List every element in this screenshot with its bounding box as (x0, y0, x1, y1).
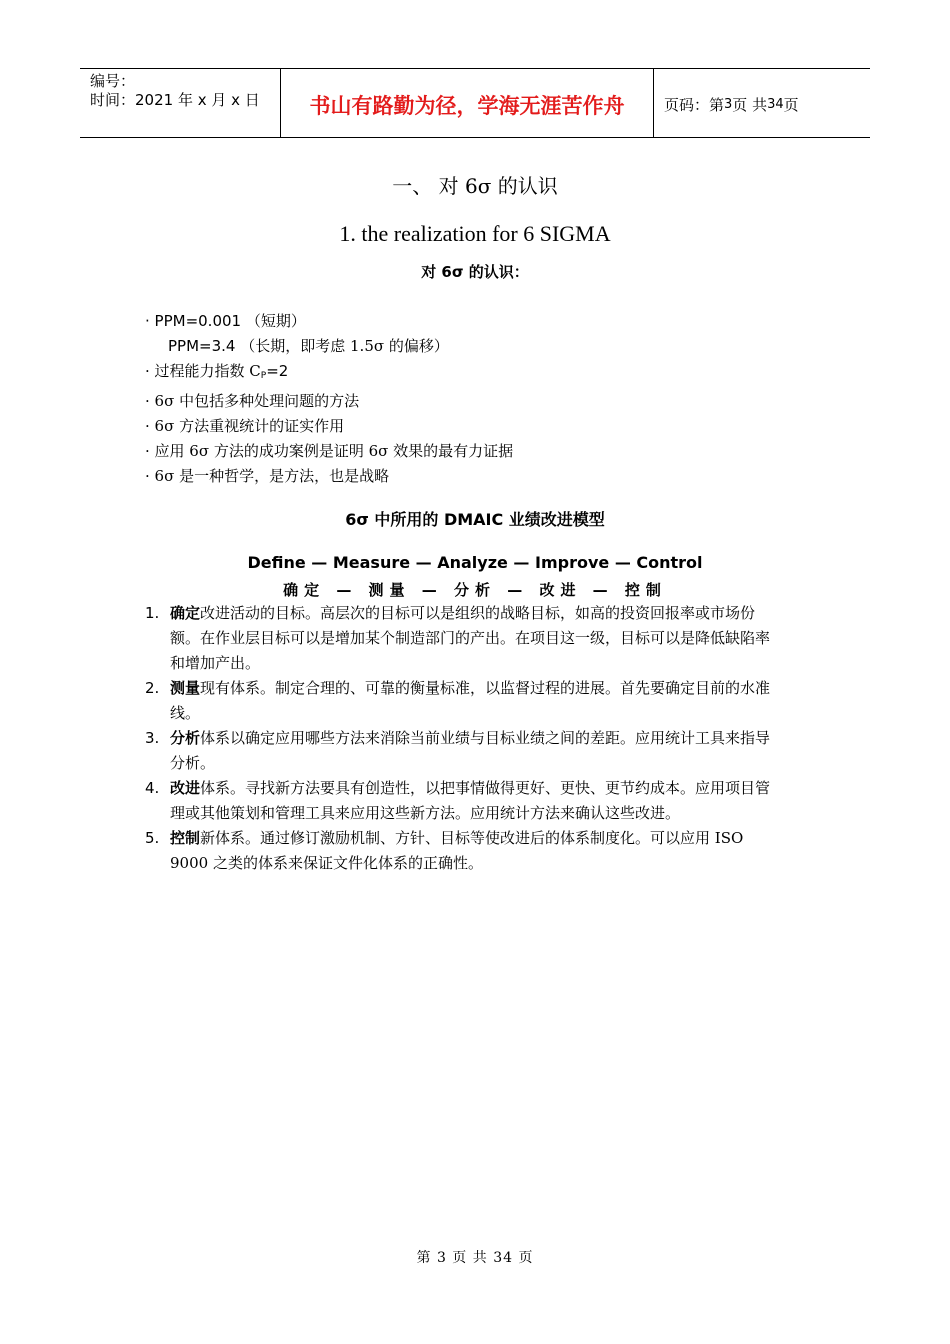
step-item (145, 776, 777, 826)
document-date: 时间：2021 年 x 月 x 日 (90, 91, 260, 109)
step-text: 改进活动的目标。高层次的目标可以是组织的战略目标，如高的投资回报率或市场份额。在作业层目标可以是增加某个制造部门的产出。在项目这一级，目标可以是降低缺陷率和增加产出。 (170, 604, 771, 672)
step-item (145, 601, 777, 676)
step-text: 体系以确定应用哪些方法来消除当前业绩与目标业绩之间的差距。应用统计工具来指导分析。 (170, 729, 771, 772)
document-number-label: 编号： (90, 72, 136, 90)
list-item: · 6σ 是一种哲学，是方法，也是战略 (145, 467, 390, 485)
page-header (80, 68, 870, 138)
model-title: 6σ 中所用的 DMAIC 业绩改进模型 (345, 510, 605, 529)
step-number: 3. (145, 729, 160, 747)
list-item: · 6σ 方法重视统计的证实作用 (145, 417, 345, 435)
step-text: 体系。寻找新方法要具有创造性，以把事情做得更好、更快、更节约成本。应用项目管理或其他策划和管理工具来应用这些新方法。应用统计方法来确认这些改进。 (170, 779, 771, 822)
step-keyword: 改进 (170, 779, 201, 797)
step-keyword: 确定 (170, 604, 201, 622)
list-item (145, 309, 785, 334)
ppm-short-note: （短期） (245, 312, 306, 330)
bullet-list (145, 309, 785, 489)
header-meta (80, 69, 281, 137)
page-suffix: 页 (783, 95, 799, 114)
page-prefix: 页码：第 (664, 95, 725, 114)
list-item: · 应用 6σ 方法的成功案例是证明 6σ 效果的最有力证据 (145, 442, 514, 460)
cp-subscript: P (260, 371, 267, 381)
step-keyword: 控制 (170, 829, 201, 847)
header-motto: 书山有路勤为径，学海无涯苦作舟 (281, 69, 654, 137)
step-keyword: 测量 (170, 679, 201, 697)
step-text: 现有体系。制定合理的、可靠的衡量标准，以监督过程的进展。首先要确定目前的水准线。 (170, 679, 771, 722)
step-item (145, 826, 777, 876)
step-number: 2. (145, 679, 160, 697)
page-total: 34 (767, 96, 784, 112)
step-item (145, 726, 777, 776)
list-item (145, 359, 785, 389)
step-text: 新体系。通过修订激励机制、方针、目标等使改进后的体系制度化。可以应用 ISO 9000 之类的体系来保证文件化体系的正确性。 (170, 829, 744, 872)
list-item (145, 334, 785, 359)
ppm-long-note: （长期，即考虑 1.5σ 的偏移） (240, 337, 449, 355)
step-number: 5. (145, 829, 160, 847)
section-heading-en: 1. the realization for 6 SIGMA (339, 221, 611, 246)
step-number: 1. (145, 604, 160, 622)
step-item (145, 676, 777, 726)
page-mid: 页 共 (732, 95, 768, 114)
model-english: Define — Measure — Analyze — Improve — Control (247, 553, 703, 572)
cp-prefix: · 过程能力指数 C (145, 362, 261, 380)
header-page-info (654, 69, 870, 137)
step-number: 4. (145, 779, 160, 797)
section-subheading: 对 6σ 的认识： (421, 263, 529, 281)
cp-suffix: =2 (266, 362, 289, 380)
page-current: 3 (724, 96, 733, 112)
ppm-long: PPM=3.4 (168, 337, 236, 355)
step-keyword: 分析 (170, 729, 201, 747)
section-heading-cn: 一、 对 6σ 的认识 (392, 174, 558, 198)
model-chinese: 确定 — 测量 — 分析 — 改进 — 控制 (283, 581, 667, 599)
page-footer: 第 3 页 共 34 页 (416, 1250, 534, 1266)
dmaic-steps (145, 601, 777, 876)
ppm-short: · PPM=0.001 (145, 312, 242, 330)
list-item: · 6σ 中包括多种处理问题的方法 (145, 392, 360, 410)
